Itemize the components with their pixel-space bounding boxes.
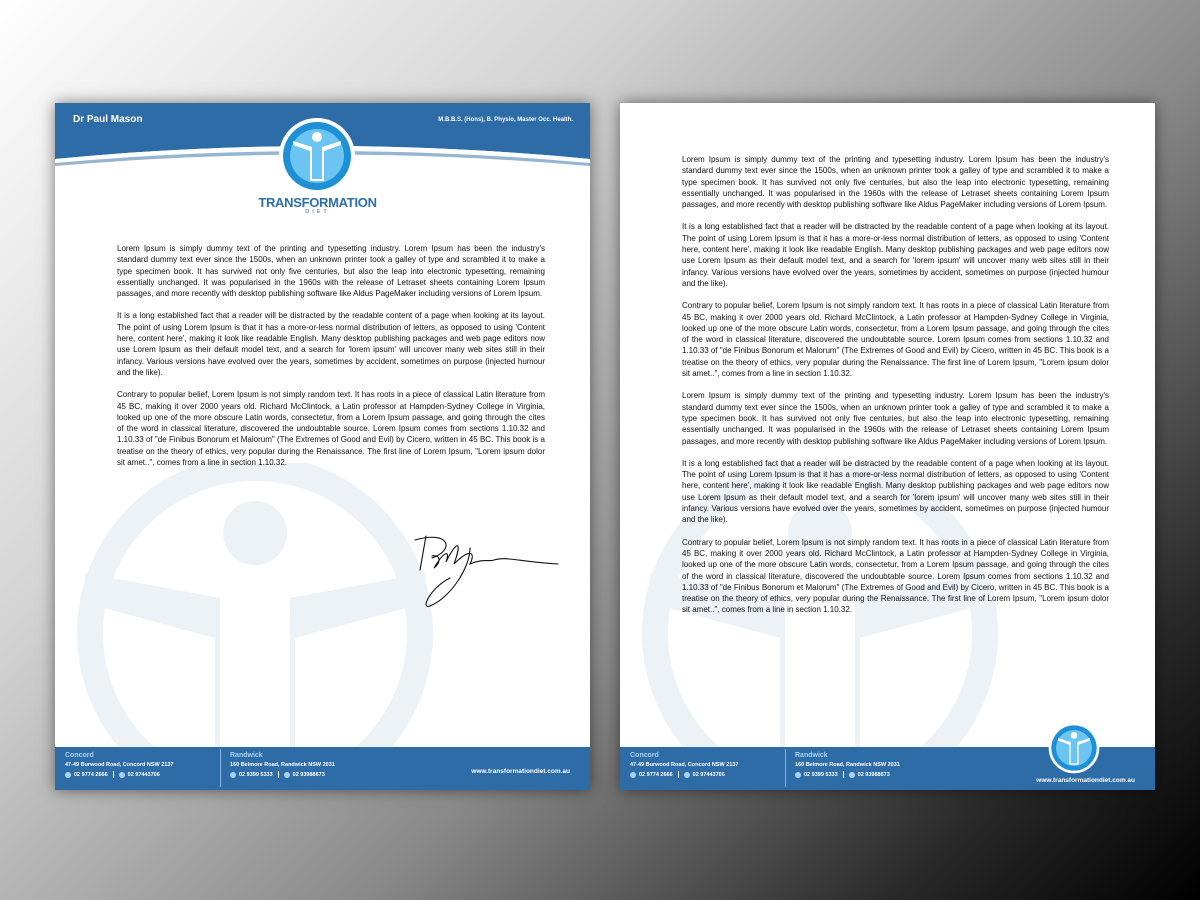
- paragraph: Lorem Ipsum is simply dummy text of the printing and typesetting industry. Lorem Ipsum has been the industry's standard dummy text ever since the 1500s, when an unknown printer took a galley of type and scrambled it to make a type specimen book. It has survived not only five centuries, but also the leap into electronic typesetting, remaining essentially unchanged. It was popularised in the 1960s with the release of Letraset sheets containing Lorem Ipsum passages, and more recently with desktop publishing software like Aldus PageMaker including versions of Lorem Ipsum.: [682, 155, 1109, 210]
- doctor-qualifications: M.B.B.S. (Hons), B. Physio, Master Occ. Health.: [438, 117, 573, 123]
- fax-icon: [119, 772, 125, 778]
- paragraph: Contrary to popular belief, Lorem Ipsum is not simply random text. It has roots in a piece of classical Latin literature from 45 BC, making it over 2000 years old. Richard McClintock, a Latin professor at Hampden-Sydney College in Virginia, looked up one of the more obscure Latin words, consectetur, from a Lorem Ipsum passage, and going through the cites of the word in classical literature, discovered the undoubtable source. Lorem Ipsum comes from sections 1.10.32 and 1.10.33 of "de Finibus Bonorum et Malorum" (The Extremes of Good and Evil) by Cicero, written in 45 BC. This book is a treatise on the theory of ethics, very popular during the Renaissance. The first line of Lorem Ipsum, "Lorem ipsum dolor sit amet..", comes from a line in section 1.10.32.: [682, 301, 1109, 379]
- phone-icon: [630, 772, 636, 778]
- fax-icon: [684, 772, 690, 778]
- footer-phones: [630, 771, 739, 778]
- footer-city: Concord: [65, 752, 94, 759]
- fax-number: 02 97443706: [692, 771, 725, 778]
- phone-icon: [65, 772, 71, 778]
- phone-number: 02 9399 5333: [804, 771, 838, 778]
- footer-phones: [795, 771, 900, 778]
- paragraph: It is a long established fact that a reader will be distracted by the readable content of a page when looking at its layout. The point of using Lorem Ipsum is that it has a more-or-less normal distribution of letters, as opposed to using 'Content here, content here', making it look like readable English. Many desktop publishing packages and web page editors now use Lorem Ipsum as their default model text, and a search for 'lorem ipsum' will uncover many web sites still in their infancy. Various versions have evolved over the years, sometimes by accident, sometimes on purpose (injected humour and the like).: [682, 458, 1109, 525]
- handwritten-signature: [410, 528, 560, 608]
- website-link[interactable]: www.transformationdiet.com.au: [471, 768, 570, 775]
- paragraph: Contrary to popular belief, Lorem Ipsum is not simply random text. It has roots in a piece of classical Latin literature from 45 BC, making it over 2000 years old. Richard McClintock, a Latin professor at Hampden-Sydney College in Virginia, looked up one of the more obscure Latin words, consectetur, from a Lorem Ipsum passage, and going through the cites of the word in classical literature, discovered the undoubtable source. Lorem Ipsum comes from sections 1.10.32 and 1.10.33 of "de Finibus Bonorum et Malorum" (The Extremes of Good and Evil) by Cicero, written in 45 BC. This book is a treatise on the theory of ethics, very popular during the Renaissance. The first line of Lorem Ipsum, "Lorem ipsum dolor sit amet..", comes from a line in section 1.10.32.: [682, 537, 1109, 615]
- paragraph: Lorem Ipsum is simply dummy text of the printing and typesetting industry. Lorem Ipsum has been the industry's standard dummy text ever since the 1500s, when an unknown printer took a galley of type and scrambled it to make a type specimen book. It has survived not only five centuries, but also the leap into electronic typesetting, remaining essentially unchanged. It was popularised in the 1960s with the release of Letraset sheets containing Lorem Ipsum passages, and more recently with desktop publishing software like Aldus PageMaker including versions of Lorem Ipsum.: [117, 244, 545, 299]
- paragraph: Lorem Ipsum is simply dummy text of the printing and typesetting industry. Lorem Ipsum has been the industry's standard dummy text ever since the 1500s, when an unknown printer took a galley of type and scrambled it to make a type specimen book. It has survived not only five centuries, but also the leap into electronic typesetting, remaining essentially unchanged. It was popularised in the 1960s with the release of Letraset sheets containing Lorem Ipsum passages, and more recently with desktop publishing software like Aldus PageMaker including versions of Lorem Ipsum.: [682, 391, 1109, 446]
- footer-divider: [785, 749, 786, 787]
- footer-address: 160 Belmore Road, Randwick NSW 2031: [230, 762, 335, 768]
- footer-city: Randwick: [230, 752, 263, 759]
- phone-number: 02 9774 2666: [74, 771, 108, 778]
- doctor-name: Dr Paul Mason: [73, 114, 143, 125]
- letter-body: [682, 154, 1109, 627]
- figure-watermark-icon: [55, 463, 465, 790]
- footer-phones: [65, 771, 174, 778]
- paragraph: It is a long established fact that a reader will be distracted by the readable content of a page when looking at its layout. The point of using Lorem Ipsum is that it has a more-or-less normal distribution of letters, as opposed to using 'Content here, content here', making it look like readable English. Many desktop publishing packages and web page editors now use Lorem Ipsum as their default model text, and a search for 'lorem ipsum' will uncover many web sites still in their infancy. Various versions have evolved over the years, sometimes by accident, sometimes on purpose (injected humour and the like).: [682, 222, 1109, 288]
- footer-city: Concord: [630, 752, 659, 759]
- phone-icon: [230, 772, 236, 778]
- transformation-logo-icon: [1048, 722, 1100, 774]
- fax-number: 02 97443706: [127, 771, 160, 778]
- phone-number: 02 9774 2666: [639, 771, 673, 778]
- footer-address: 47-49 Burwood Road, Concord NSW 2137: [65, 762, 174, 768]
- footer-concord: [630, 752, 739, 778]
- transformation-logo-icon: [278, 117, 356, 195]
- fax-number: 02 93988673: [292, 771, 325, 778]
- phone-icon: [795, 772, 801, 778]
- fax-icon: [284, 772, 290, 778]
- paragraph: It is a long established fact that a reader will be distracted by the readable content of a page when looking at its layout. The point of using Lorem Ipsum is that it has a more-or-less normal distribution of letters, as opposed to using 'Content here, content here', making it look like readable English. Many desktop publishing packages and web page editors now use Lorem Ipsum as their default model text, and a search for 'lorem ipsum' will uncover many web sites still in their infancy. Various versions have evolved over the years, sometimes by accident, sometimes on purpose (injected humour and the like).: [117, 311, 545, 377]
- footer-randwick: [795, 752, 900, 778]
- footer-concord: [65, 752, 174, 778]
- footer-phones: [230, 771, 335, 778]
- website-link[interactable]: www.transformationdiet.com.au: [1036, 777, 1135, 784]
- footer-city: Randwick: [795, 752, 828, 759]
- separator: [278, 771, 279, 778]
- separator: [113, 771, 114, 778]
- footer-divider: [220, 749, 221, 787]
- logo-title: TRANSFORMATION: [258, 195, 377, 210]
- footer-randwick: [230, 752, 335, 778]
- fax-number: 02 93988673: [857, 771, 890, 778]
- letter-body: [117, 243, 545, 479]
- fax-icon: [849, 772, 855, 778]
- separator: [678, 771, 679, 778]
- letterhead-page-1: [55, 103, 590, 790]
- paragraph: Contrary to popular belief, Lorem Ipsum is not simply random text. It has roots in a piece of classical Latin literature from 45 BC, making it over 2000 years old. Richard McClintock, a Latin professor at Hampden-Sydney College in Virginia, looked up one of the more obscure Latin words, consectetur, from a Lorem Ipsum passage, and going through the cites of the word in classical literature, discovered the undoubtable source. Lorem Ipsum comes from sections 1.10.32 and 1.10.33 of "de Finibus Bonorum et Malorum" (The Extremes of Good and Evil) by Cicero, written in 45 BC. This book is a treatise on the theory of ethics, very popular during the Renaissance. The first line of Lorem Ipsum, "Lorem ipsum dolor sit amet..", comes from a line in section 1.10.32.: [117, 390, 545, 468]
- logo-subtitle: DIET: [305, 209, 330, 215]
- separator: [843, 771, 844, 778]
- letterhead-page-2: [620, 103, 1155, 790]
- footer-band: [55, 747, 590, 790]
- phone-number: 02 9399 5333: [239, 771, 273, 778]
- footer-address: 47-49 Burwood Road, Concord NSW 2137: [630, 762, 739, 768]
- footer-address: 160 Belmore Road, Randwick NSW 2031: [795, 762, 900, 768]
